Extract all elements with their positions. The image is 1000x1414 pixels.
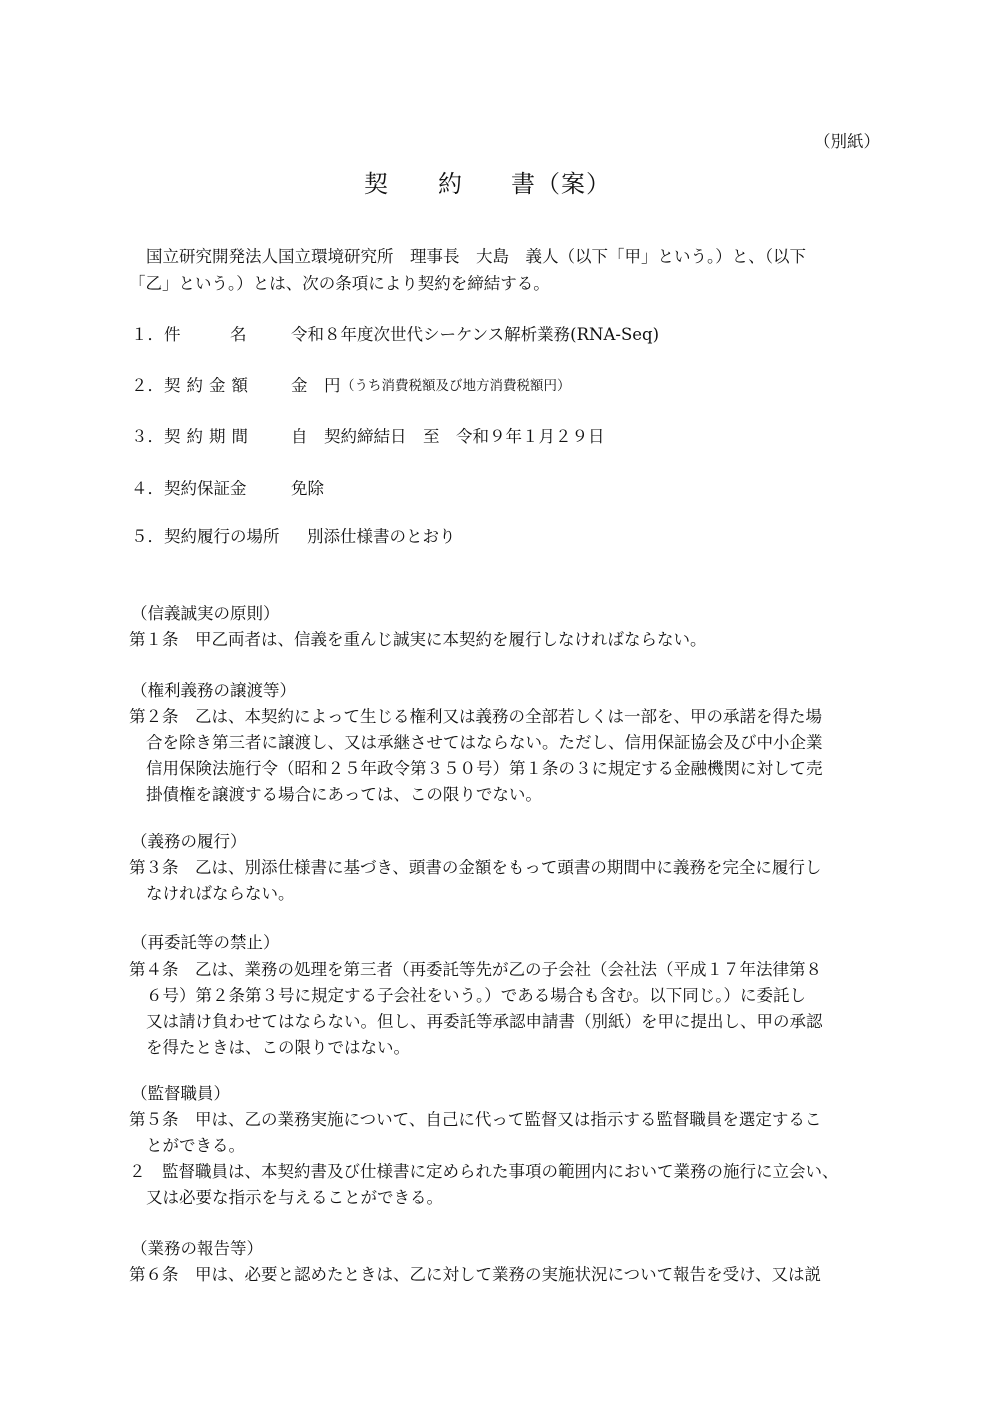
item-label: 契約期間 [164, 427, 254, 446]
item-label: 契約履行の場所 [164, 527, 280, 546]
article-line: 合を除き第三者に譲渡し、又は承継させてはならない。ただし、信用保証協会及び中小企業 [146, 733, 823, 752]
article-line: 掛債権を譲渡する場合にあっては、この限りでない。 [146, 785, 542, 804]
item-number: ２． [131, 376, 164, 395]
article-heading: （信義誠実の原則） [131, 604, 280, 623]
item-label: 件 名 [164, 325, 247, 344]
intro-line-1: 国立研究開発法人国立環境研究所 理事長 大島 義人（以下「甲」という。）と、（以下 [146, 247, 806, 266]
title-char-1: 契 [364, 170, 389, 198]
title-char-3: 書 [511, 170, 536, 198]
article-heading: （業務の報告等） [131, 1239, 263, 1258]
item-value: 別添仕様書のとおり [307, 527, 456, 546]
article-heading: （再委託等の禁止） [131, 933, 280, 952]
item-value-note: （うち消費税額及び地方消費税額円） [341, 378, 571, 394]
article-line: 又は請け負わせてはならない。但し、再委託等承認申請書（別紙）を甲に提出し、甲の承認 [146, 1012, 823, 1031]
item-value: 免除 [291, 479, 324, 498]
article-heading: （権利義務の譲渡等） [131, 681, 296, 700]
article-line: とができる。 [146, 1136, 245, 1155]
attachment-note: （別紙） [814, 132, 880, 151]
article-line: 第３条 乙は、別添仕様書に基づき、頭書の金額をもって頭書の期間中に義務を完全に履行し [129, 858, 822, 877]
item-value: 令和８年度次世代シーケンス解析業務(RNA-Seq) [291, 325, 660, 344]
article-heading: （監督職員） [131, 1084, 230, 1103]
document-title [364, 172, 624, 202]
article-line: なければならない。 [146, 884, 295, 903]
item-value: 金 円 [291, 376, 341, 395]
article-line: 第６条 甲は、必要と認めたときは、乙に対して業務の実施状況について報告を受け、又は説 [129, 1265, 822, 1284]
intro-line-2: 「乙」という。）とは、次の条項により契約を締結する。 [129, 274, 550, 293]
item-number: １． [131, 325, 164, 344]
article-line: 第１条 甲乙両者は、信義を重んじ誠実に本契約を履行しなければならない。 [129, 630, 707, 649]
item-label: 契約金額 [164, 376, 254, 395]
article-line: 第４条 乙は、業務の処理を第三者（再委託等先が乙の子会社（会社法（平成１７年法律第８ [129, 960, 822, 979]
item-number: ５． [131, 527, 164, 546]
article-line: 信用保険法施行令（昭和２５年政令第３５０号）第１条の３に規定する金融機関に対して売 [146, 759, 823, 778]
article-line: 又は必要な指示を与えることができる。 [146, 1188, 443, 1207]
article-heading: （義務の履行） [131, 832, 247, 851]
title-char-4: （案） [536, 170, 611, 198]
article-line: ６号）第２条第３号に規定する子会社をいう。）である場合も含む。以下同じ。）に委託し [146, 986, 806, 1005]
article-line: を得たときは、この限りではない。 [146, 1038, 410, 1057]
item-number: ４． [131, 479, 164, 498]
item-value: 自 契約締結日 至 令和９年１月２９日 [291, 427, 605, 446]
article-line: 第２条 乙は、本契約によって生じる権利又は義務の全部若しくは一部を、甲の承諾を得た場 [129, 707, 822, 726]
item-label: 契約保証金 [164, 479, 247, 498]
item-number: ３． [131, 427, 164, 446]
article-line: 第５条 甲は、乙の業務実施について、自己に代って監督又は指示する監督職員を選定するこ [129, 1110, 822, 1129]
article-line: ２ 監督職員は、本契約書及び仕様書に定められた事項の範囲内において業務の施行に立会い、 [129, 1162, 839, 1181]
title-char-2: 約 [438, 170, 463, 198]
